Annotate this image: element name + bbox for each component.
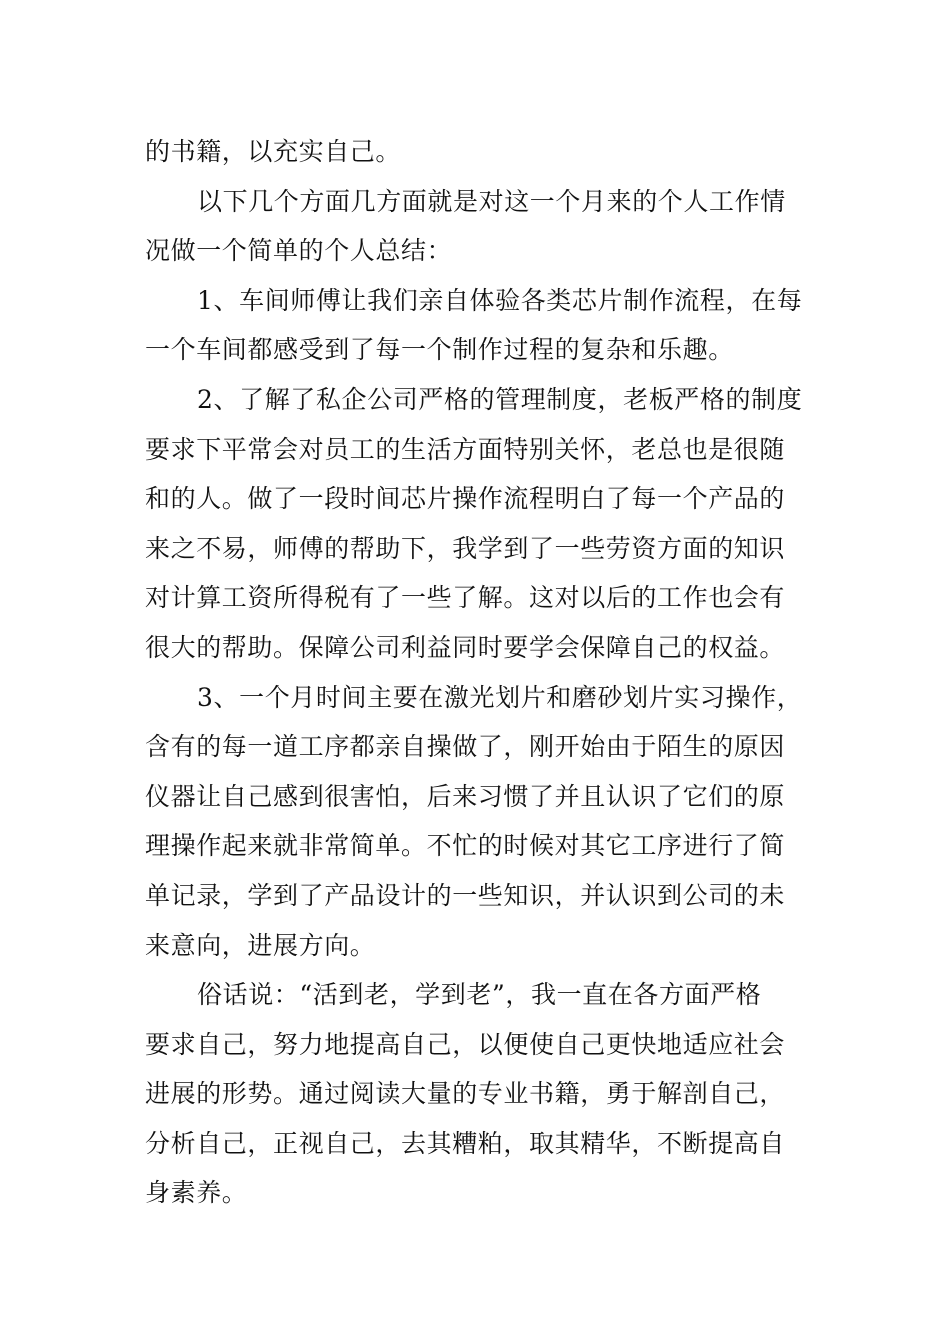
text-line: 很大的帮助。保障公司利益同时要学会保障自己的权益。: [145, 632, 786, 662]
text-line: 以下几个方面几方面就是对这一个月来的个人工作情: [197, 186, 786, 216]
text-line: 1、车间师傅让我们亲自体验各类芯片制作流程，在每: [197, 285, 803, 315]
text-line: 身素养。: [145, 1178, 248, 1208]
text-line: 仪器让自己感到很害怕，后来习惯了并且认识了它们的原: [145, 781, 786, 811]
text-line: 3、一个月时间主要在激光划片和磨砂划片实习操作，: [197, 682, 803, 712]
text-line: 一个车间都感受到了每一个制作过程的复杂和乐趣。: [145, 335, 734, 365]
text-line: 含有的每一道工序都亲自操做了，刚开始由于陌生的原因: [145, 732, 786, 762]
text-line: 对计算工资所得税有了一些了解。这对以后的工作也会有: [145, 583, 786, 613]
text-line: 的书籍，以充实自己。: [145, 137, 402, 166]
text-line: 俗话说：“活到老，学到老”，我一直在各方面严格: [197, 980, 762, 1010]
text-line: 理操作起来就非常简单。不忙的时候对其它工序进行了简: [145, 831, 786, 861]
text-line: 要求下平常会对员工的生活方面特别关怀，老总也是很随: [145, 434, 786, 464]
text-line: 来意向，进展方向。: [145, 930, 376, 960]
text-line: 单记录，学到了产品设计的一些知识，并认识到公司的未: [145, 880, 786, 910]
text-line: 来之不易，师傅的帮助下，我学到了一些劳资方面的知识: [145, 533, 786, 563]
text-line: 要求自己，努力地提高自己，以便使自己更快地适应社会: [145, 1029, 786, 1059]
text-line: 分析自己，正视自己，去其糟粕，取其精华，不断提高自: [145, 1128, 786, 1158]
text-line: 2、了解了私企公司严格的管理制度，老板严格的制度: [197, 384, 803, 414]
text-line: 和的人。做了一段时间芯片操作流程明白了每一个产品的: [145, 484, 786, 514]
text-line: 进展的形势。通过阅读大量的专业书籍，勇于解剖自己，: [145, 1079, 786, 1109]
document-body: [145, 127, 805, 1218]
text-line: 况做一个简单的个人总结：: [145, 236, 453, 266]
